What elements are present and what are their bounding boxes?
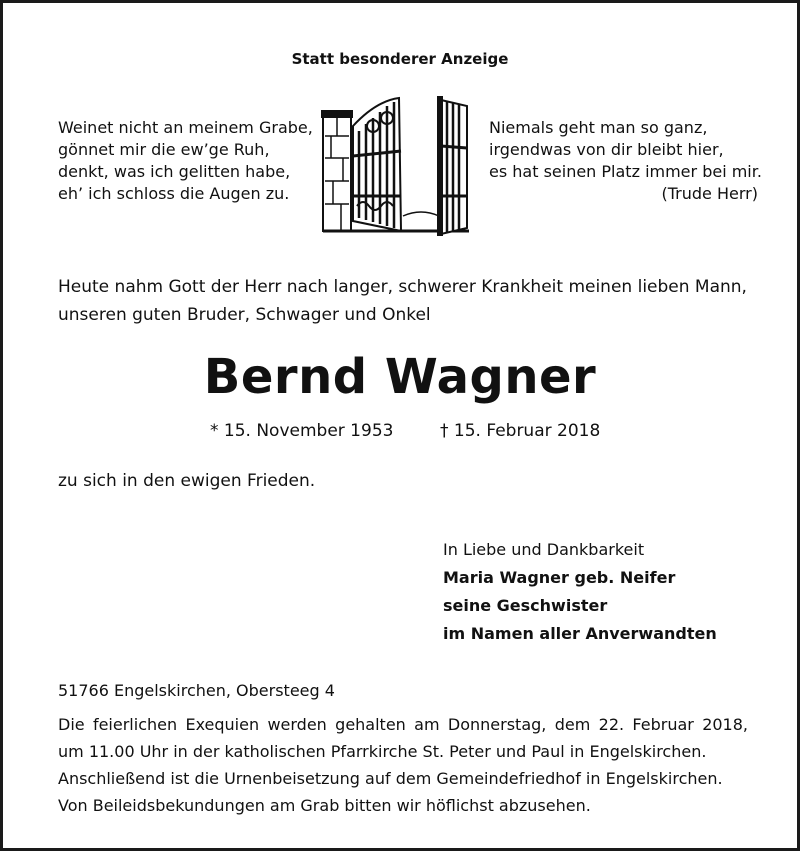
birth-date: * 15. November 1953 (210, 421, 394, 441)
poem-left-line: gönnet mir die ew’ge Ruh, (58, 140, 270, 159)
notice-line: Von Beileidsbekundungen am Grab bitten wir höflichst abzusehen. (58, 796, 591, 815)
intro-line: Heute nahm Gott der Herr nach langer, schwerer Krankheit meinen lieben Mann, (58, 277, 747, 297)
poem-right-line: es hat seinen Platz immer bei mir. (489, 162, 762, 181)
poem-left-line: denkt, was ich gelitten habe, (58, 162, 291, 181)
open-gate-icon (321, 96, 471, 236)
signoff-greeting: In Liebe und Dankbarkeit (443, 540, 645, 559)
signoff (443, 536, 717, 648)
notice-line: Anschließend ist die Urnenbeisetzung auf dem Gemeindefriedhof in Engelskirchen. (58, 769, 723, 788)
poem-attribution: (Trude Herr) (661, 184, 758, 203)
notice-header: Statt besonderer Anzeige (291, 50, 509, 68)
poem-left (58, 117, 313, 205)
poem-right-line: irgendwas von dir bleibt hier, (489, 140, 724, 159)
signoff-name: Maria Wagner geb. Neifer (443, 568, 676, 587)
signoff-name: im Namen aller Anverwandten (443, 624, 717, 643)
address: 51766 Engelskirchen, Obersteeg 4 (58, 681, 335, 700)
funeral-notice (58, 711, 748, 819)
death-date: † 15. Februar 2018 (440, 421, 601, 441)
poem-left-line: Weinet nicht an meinem Grabe, (58, 118, 313, 137)
intro-text (58, 273, 747, 329)
notice-line: Die feierlichen Exequien werden gehalten am Donnerstag, dem 22. Februar 2018, (58, 715, 748, 734)
notice-line: um 11.00 Uhr in der katholischen Pfarrkirche St. Peter und Paul in Engelskirchen. (58, 742, 707, 761)
poem-right-line: Niemals geht man so ganz, (489, 118, 708, 137)
signoff-name: seine Geschwister (443, 596, 608, 615)
peace-line: zu sich in den ewigen Frieden. (58, 471, 316, 491)
deceased-name: Bernd Wagner (203, 349, 597, 405)
poem-right (489, 117, 762, 205)
poem-left-line: eh’ ich schloss die Augen zu. (58, 184, 290, 203)
intro-line: unseren guten Bruder, Schwager und Onkel (58, 305, 431, 325)
